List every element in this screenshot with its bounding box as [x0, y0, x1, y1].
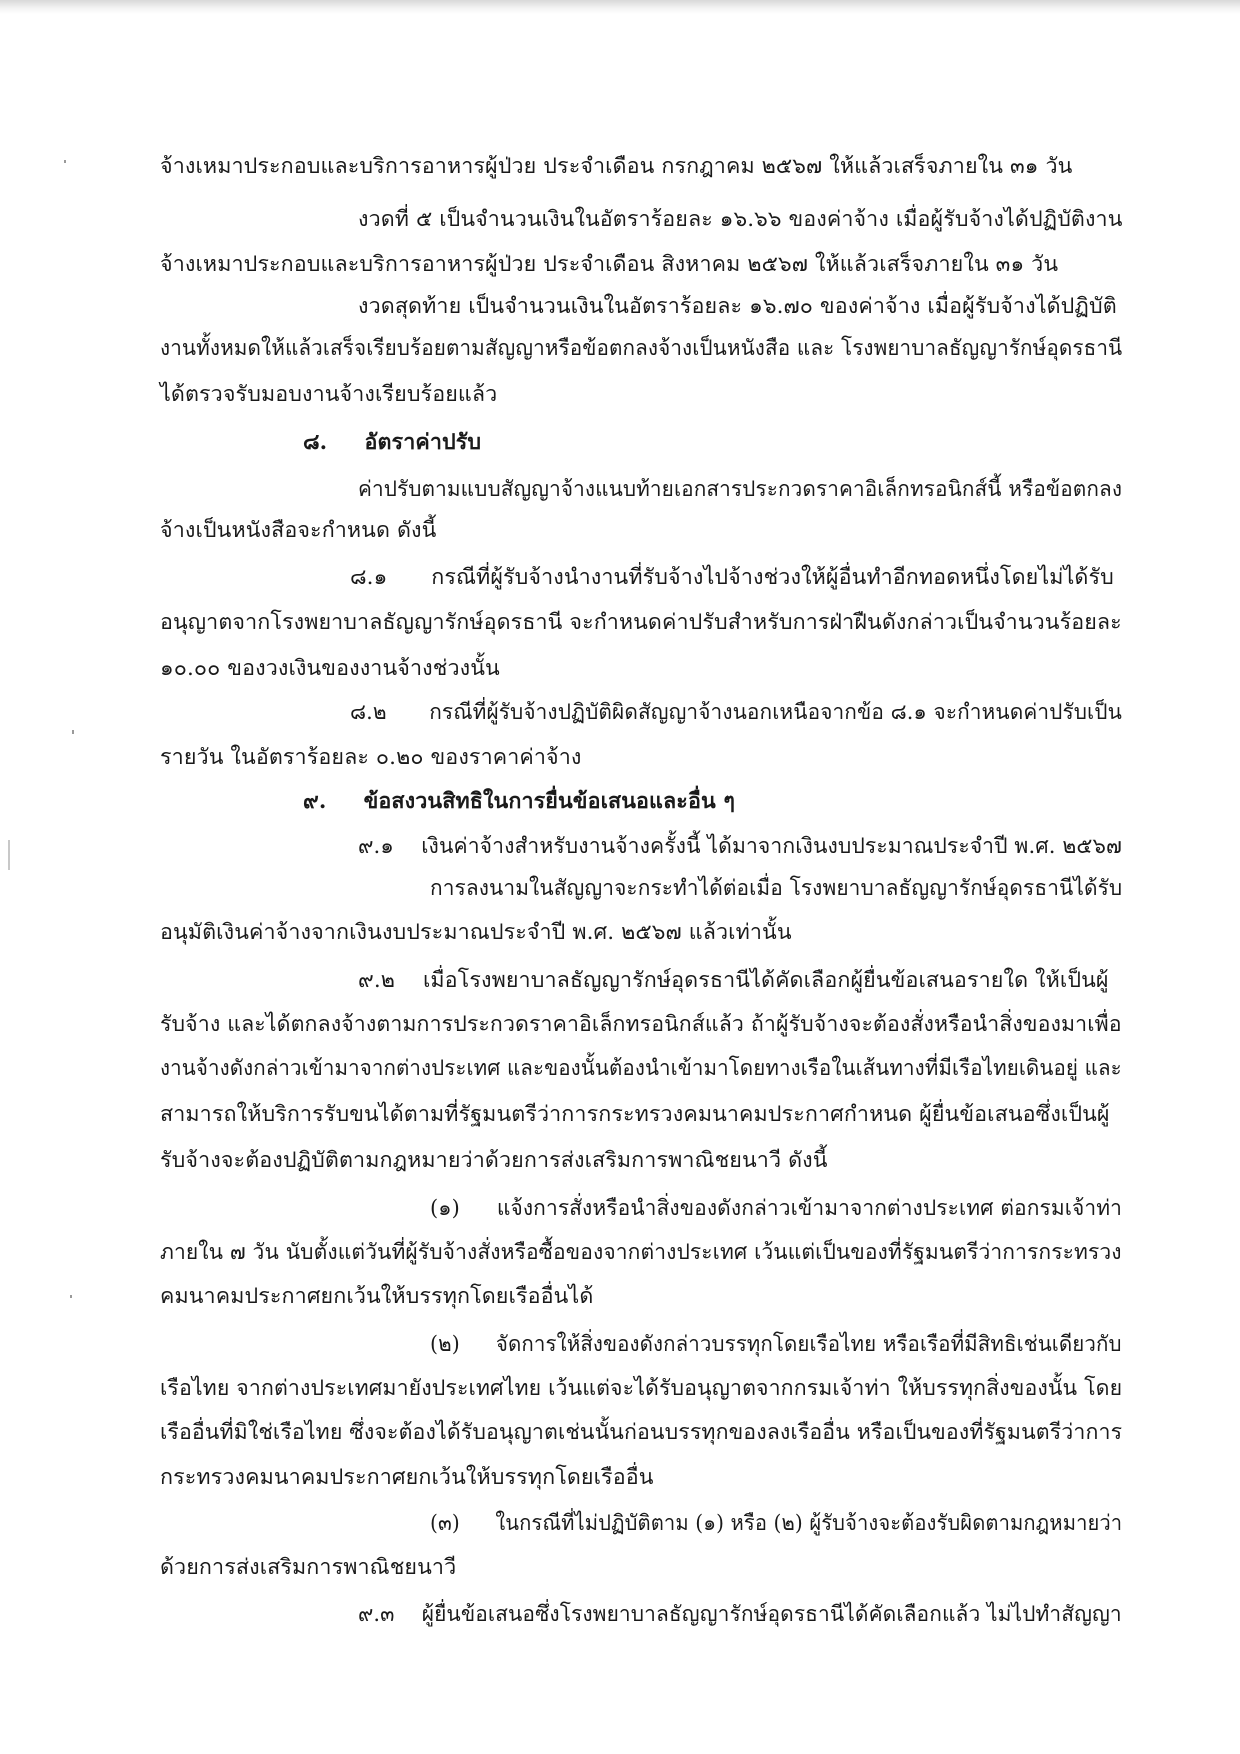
- clause-text: เงินค่าจ้างสำหรับงานจ้างครั้งนี้ ได้มาจากเงินงบประมาณประจำปี พ.ศ. ๒๕๖๗: [421, 834, 1122, 859]
- body-line: ได้ตรวจรับมอบงานจ้างเรียบร้อยแล้ว: [160, 382, 498, 407]
- body-line: สามารถให้บริการรับขนได้ตามที่รัฐมนตรีว่าการกระทรวงคมนาคมประกาศกำหนด ผู้ยื่นข้อเสนอซึ่งเป็นผู้: [160, 1102, 1110, 1127]
- subclause-number: (๑): [430, 1196, 460, 1221]
- clause-line: [350, 563, 1114, 593]
- scan-edge: [0, 0, 1240, 14]
- subclause-text: ในกรณีที่ไม่ปฏิบัติตาม (๑) หรือ (๒) ผู้รับจ้างจะต้องรับผิดตามกฎหมายว่า: [495, 1511, 1123, 1536]
- body-line: เรืออื่นที่มิใช่เรือไทย ซึ่งจะต้องได้รับอนุญาตเช่นนั้นก่อนบรรทุกของลงเรืออื่น หรือเป็นของที่รัฐมนตรีว่าการ: [160, 1420, 1123, 1445]
- body-line: ๑๐.๐๐ ของวงเงินของงานจ้างช่วงนั้น: [160, 656, 500, 681]
- section-title: ข้อสงวนสิทธิในการยื่นข้อเสนอและอื่น ๆ: [363, 789, 735, 814]
- body-line: ภายใน ๗ วัน นับตั้งแต่วันที่ผู้รับจ้างสั่งหรือซื้อของจากต่างประเทศ เว้นแต่เป็นของที่รัฐมนตรีว่าการกระทรวง: [160, 1240, 1122, 1265]
- body-line: ด้วยการส่งเสริมการพาณิชยนาวี: [160, 1555, 457, 1580]
- scan-mark: [72, 730, 74, 734]
- body-line: จ้างเป็นหนังสือจะกำหนด ดังนี้: [160, 518, 437, 543]
- clause-text: กรณีที่ผู้รับจ้างปฏิบัติผิดสัญญาจ้างนอกเหนือจากข้อ ๘.๑ จะกำหนดค่าปรับเป็น: [429, 700, 1122, 725]
- body-line: งวดที่ ๕ เป็นจำนวนเงินในอัตราร้อยละ ๑๖.๖๖ ของค่าจ้าง เมื่อผู้รับจ้างได้ปฏิบัติงาน: [358, 207, 1123, 232]
- section-heading-8: [303, 428, 481, 458]
- clause-number: ๘.๒: [350, 700, 387, 725]
- body-line: รับจ้าง และได้ตกลงจ้างตามการประกวดราคาอิเล็กทรอนิกส์แล้ว ถ้าผู้รับจ้างจะต้องสั่งหรือนำสิ่งของมาเพื่อ: [160, 1012, 1122, 1037]
- body-line: งานทั้งหมดให้แล้วเสร็จเรียบร้อยตามสัญญาหรือข้อตกลงจ้างเป็นหนังสือ และ โรงพยาบาลธัญญารักษ์อุดรธานี: [160, 336, 1123, 361]
- body-line: เรือไทย จากต่างประเทศมายังประเทศไทย เว้นแต่จะได้รับอนุญาตจากกรมเจ้าท่า ให้บรรทุกสิ่งของนั้น โดย: [160, 1376, 1123, 1401]
- section-heading-9: [303, 787, 735, 817]
- body-line: การลงนามในสัญญาจะกระทำได้ต่อเมื่อ โรงพยาบาลธัญญารักษ์อุดรธานีได้รับ: [430, 876, 1123, 901]
- clause-number: ๙.๑: [358, 834, 394, 859]
- clause-line: [358, 832, 1122, 862]
- clause-number: ๙.๓: [358, 1602, 395, 1627]
- clause-line: [350, 698, 1122, 728]
- body-line: ค่าปรับตามแบบสัญญาจ้างแนบท้ายเอกสารประกวดราคาอิเล็กทรอนิกส์นี้ หรือข้อตกลง: [358, 477, 1123, 502]
- scan-mark: [8, 840, 10, 870]
- body-line: รับจ้างจะต้องปฏิบัติตามกฎหมายว่าด้วยการส่งเสริมการพาณิชยนาวี ดังนี้: [160, 1148, 828, 1173]
- section-title: อัตราค่าปรับ: [364, 430, 482, 455]
- scan-mark: [70, 1295, 72, 1298]
- subclause-number: (๒): [430, 1332, 460, 1357]
- body-line: อนุญาตจากโรงพยาบาลธัญญารักษ์อุดรธานี จะกำหนดค่าปรับสำหรับการฝ่าฝืนดังกล่าวเป็นจำนวนร้อยละ: [160, 610, 1122, 635]
- scan-mark: [64, 160, 66, 163]
- clause-line: [358, 966, 1109, 996]
- subclause-number: (๓): [430, 1511, 460, 1536]
- body-line: จ้างเหมาประกอบและบริการอาหารผู้ป่วย ประจำเดือน สิงหาคม ๒๕๖๗ ให้แล้วเสร็จภายใน ๓๑ วัน: [160, 252, 1059, 277]
- subclause-text: จัดการให้สิ่งของดังกล่าวบรรทุกโดยเรือไทย หรือเรือที่มีสิทธิเช่นเดียวกับ: [495, 1332, 1122, 1357]
- body-line: จ้างเหมาประกอบและบริการอาหารผู้ป่วย ประจำเดือน กรกฎาคม ๒๕๖๗ ให้แล้วเสร็จภายใน ๓๑ วัน: [160, 154, 1073, 179]
- subclause-text: แจ้งการสั่งหรือนำสิ่งของดังกล่าวเข้ามาจากต่างประเทศ ต่อกรมเจ้าท่า: [496, 1196, 1123, 1221]
- body-line: คมนาคมประกาศยกเว้นให้บรรทุกโดยเรืออื่นได้: [160, 1284, 594, 1309]
- body-line: งวดสุดท้าย เป็นจำนวนเงินในอัตราร้อยละ ๑๖.๗๐ ของค่าจ้าง เมื่อผู้รับจ้างได้ปฏิบัติ: [358, 294, 1117, 319]
- section-number: ๙.: [303, 789, 327, 814]
- clause-text: ผู้ยื่นข้อเสนอซึ่งโรงพยาบาลธัญญารักษ์อุดรธานีได้คัดเลือกแล้ว ไม่ไปทำสัญญา: [421, 1602, 1122, 1627]
- body-line: กระทรวงคมนาคมประกาศยกเว้นให้บรรทุกโดยเรืออื่น: [160, 1465, 654, 1490]
- clause-line: [358, 1600, 1122, 1630]
- subclause-line: [430, 1330, 1122, 1360]
- body-line: อนุมัติเงินค่าจ้างจากเงินงบประมาณประจำปี พ.ศ. ๒๕๖๗ แล้วเท่านั้น: [160, 920, 792, 945]
- clause-text: เมื่อโรงพยาบาลธัญญารักษ์อุดรธานีได้คัดเลือกผู้ยื่นข้อเสนอรายใด ให้เป็นผู้: [422, 968, 1109, 993]
- clause-text: กรณีที่ผู้รับจ้างนำงานที่รับจ้างไปจ้างช่วงให้ผู้อื่นทำอีกทอดหนึ่งโดยไม่ได้รับ: [431, 565, 1114, 590]
- subclause-line: [430, 1509, 1122, 1539]
- clause-number: ๙.๒: [358, 968, 396, 993]
- body-line: งานจ้างดังกล่าวเข้ามาจากต่างประเทศ และของนั้นต้องนำเข้ามาโดยทางเรือในเส้นทางที่มีเรือไทยเดินอยู่ และ: [160, 1056, 1122, 1081]
- body-line: รายวัน ในอัตราร้อยละ ๐.๒๐ ของราคาค่าจ้าง: [160, 745, 582, 770]
- clause-number: ๘.๑: [350, 565, 388, 590]
- subclause-line: [430, 1194, 1122, 1224]
- section-number: ๘.: [303, 430, 328, 455]
